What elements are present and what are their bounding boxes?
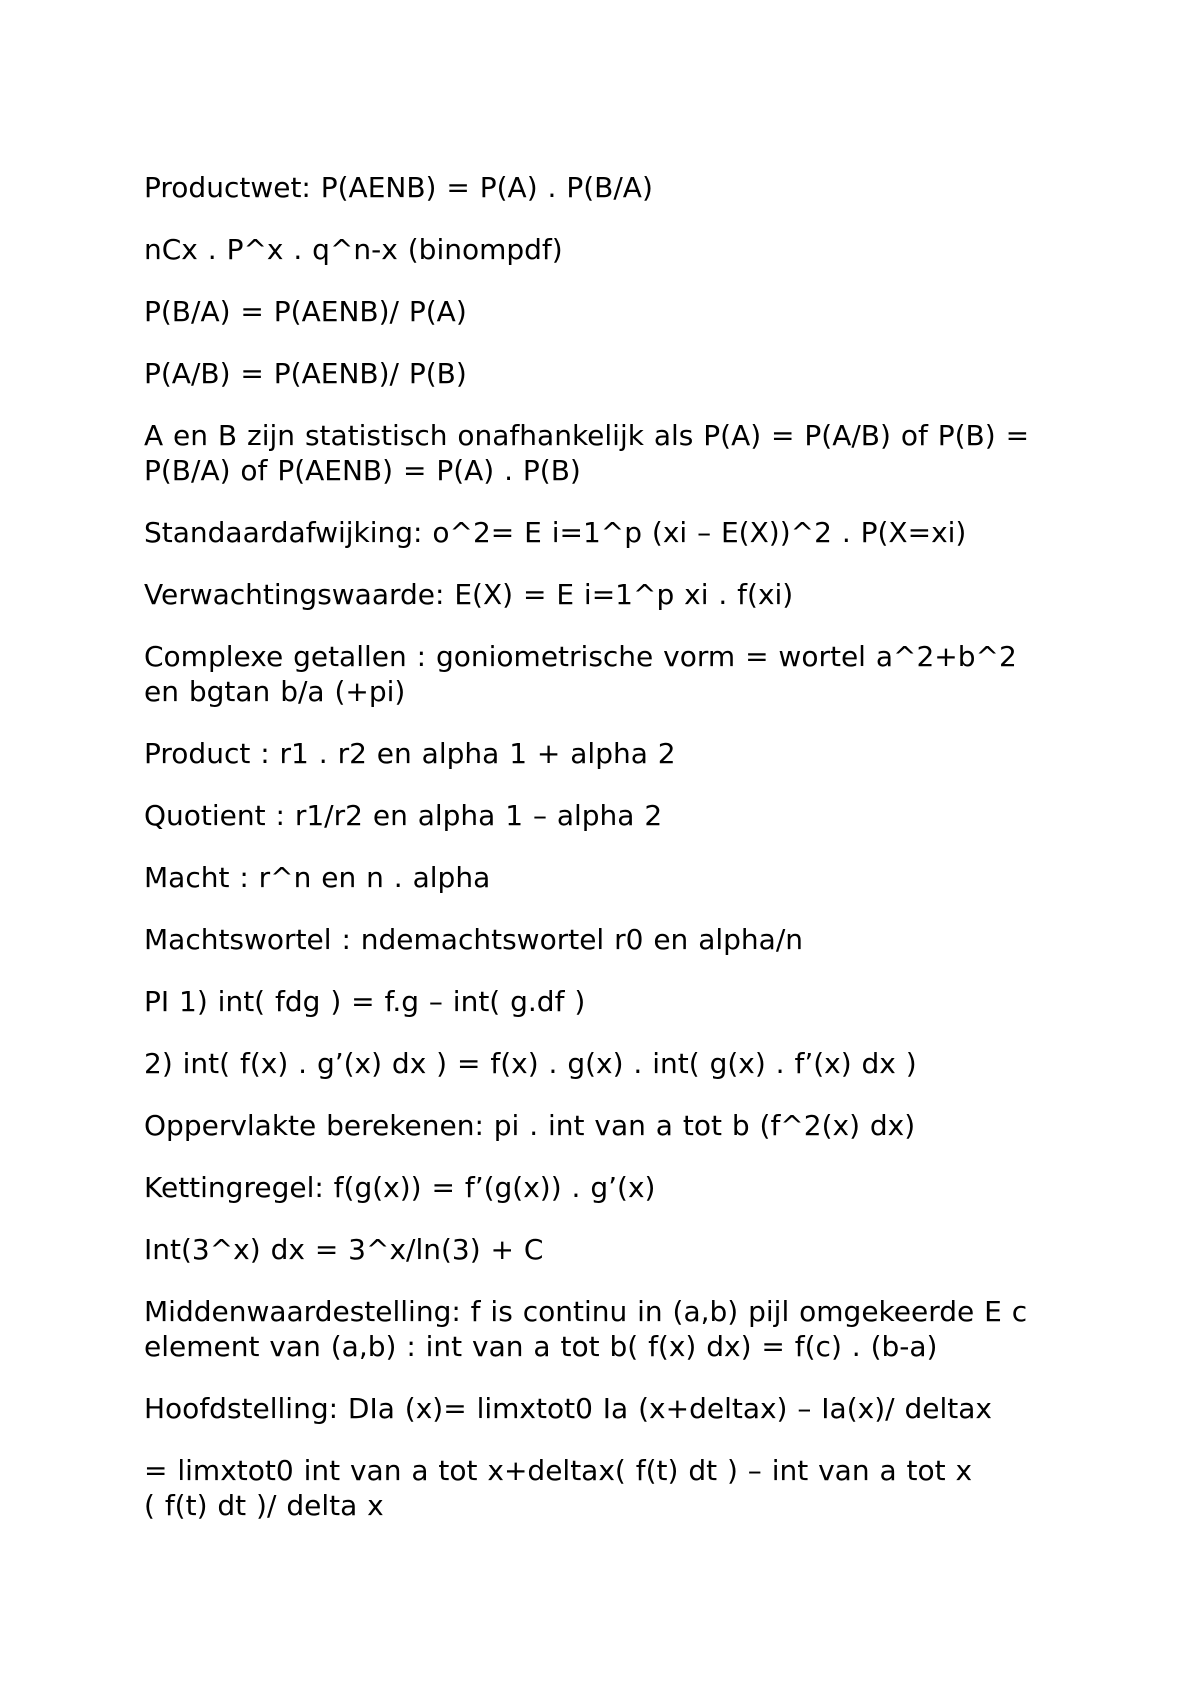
paragraph-fundamental-theorem-continued: = limxtot0 int van a tot x+deltax( f(t) dt ) – int van a tot x ( f(t) dt )/ delta x	[144, 1454, 973, 1522]
paragraph-integral-exponential: Int(3^x) dx = 3^x/ln(3) + C	[144, 1233, 544, 1266]
paragraph-chain-rule: Kettingregel: f(g(x)) = f’(g(x)) . g’(x)	[144, 1171, 656, 1204]
paragraph-binompdf: nCx . P^x . q^n-x (binompdf)	[144, 233, 563, 266]
paragraph-root: Machtswortel : ndemachtswortel r0 en alpha/n	[144, 923, 803, 956]
paragraph-standard-deviation: Standaardafwijking: o^2= E i=1^p (xi – E(X))^2 . P(X=xi)	[144, 516, 967, 549]
paragraph-complex-numbers: Complexe getallen : goniometrische vorm = wortel a^2+b^2 en bgtan b/a (+pi)	[144, 640, 1017, 708]
paragraph-productwet: Productwet: P(AENB) = P(A) . P(B/A)	[144, 171, 653, 204]
paragraph-area: Oppervlakte berekenen: pi . int van a tot b (f^2(x) dx)	[144, 1109, 916, 1142]
paragraph-partial-integration-1: PI 1) int( fdg ) = f.g – int( g.df )	[144, 985, 586, 1018]
paragraph-fundamental-theorem: Hoofdstelling: DIa (x)= limxtot0 Ia (x+deltax) – Ia(x)/ deltax	[144, 1392, 992, 1425]
paragraph-power: Macht : r^n en n . alpha	[144, 861, 491, 894]
paragraph-conditional-b-given-a: P(B/A) = P(AENB)/ P(A)	[144, 295, 467, 328]
paragraph-mean-value-theorem: Middenwaardestelling: f is continu in (a,b) pijl omgekeerde E c element van (a,b) : int van a tot b( f(x) dx) = f(c) . (b-a)	[144, 1295, 1028, 1363]
paragraph-conditional-a-given-b: P(A/B) = P(AENB)/ P(B)	[144, 357, 467, 390]
paragraph-expected-value: Verwachtingswaarde: E(X) = E i=1^p xi . f(xi)	[144, 578, 794, 611]
paragraph-independence: A en B zijn statistisch onafhankelijk als P(A) = P(A/B) of P(B) = P(B/A) of P(AENB) = P(A) . P(B)	[144, 419, 1030, 487]
paragraph-product: Product : r1 . r2 en alpha 1 + alpha 2	[144, 737, 676, 770]
paragraph-quotient: Quotient : r1/r2 en alpha 1 – alpha 2	[144, 799, 663, 832]
document-body	[144, 170, 1074, 1523]
paragraph-partial-integration-2: 2) int( f(x) . g’(x) dx ) = f(x) . g(x) . int( g(x) . f’(x) dx )	[144, 1047, 917, 1080]
